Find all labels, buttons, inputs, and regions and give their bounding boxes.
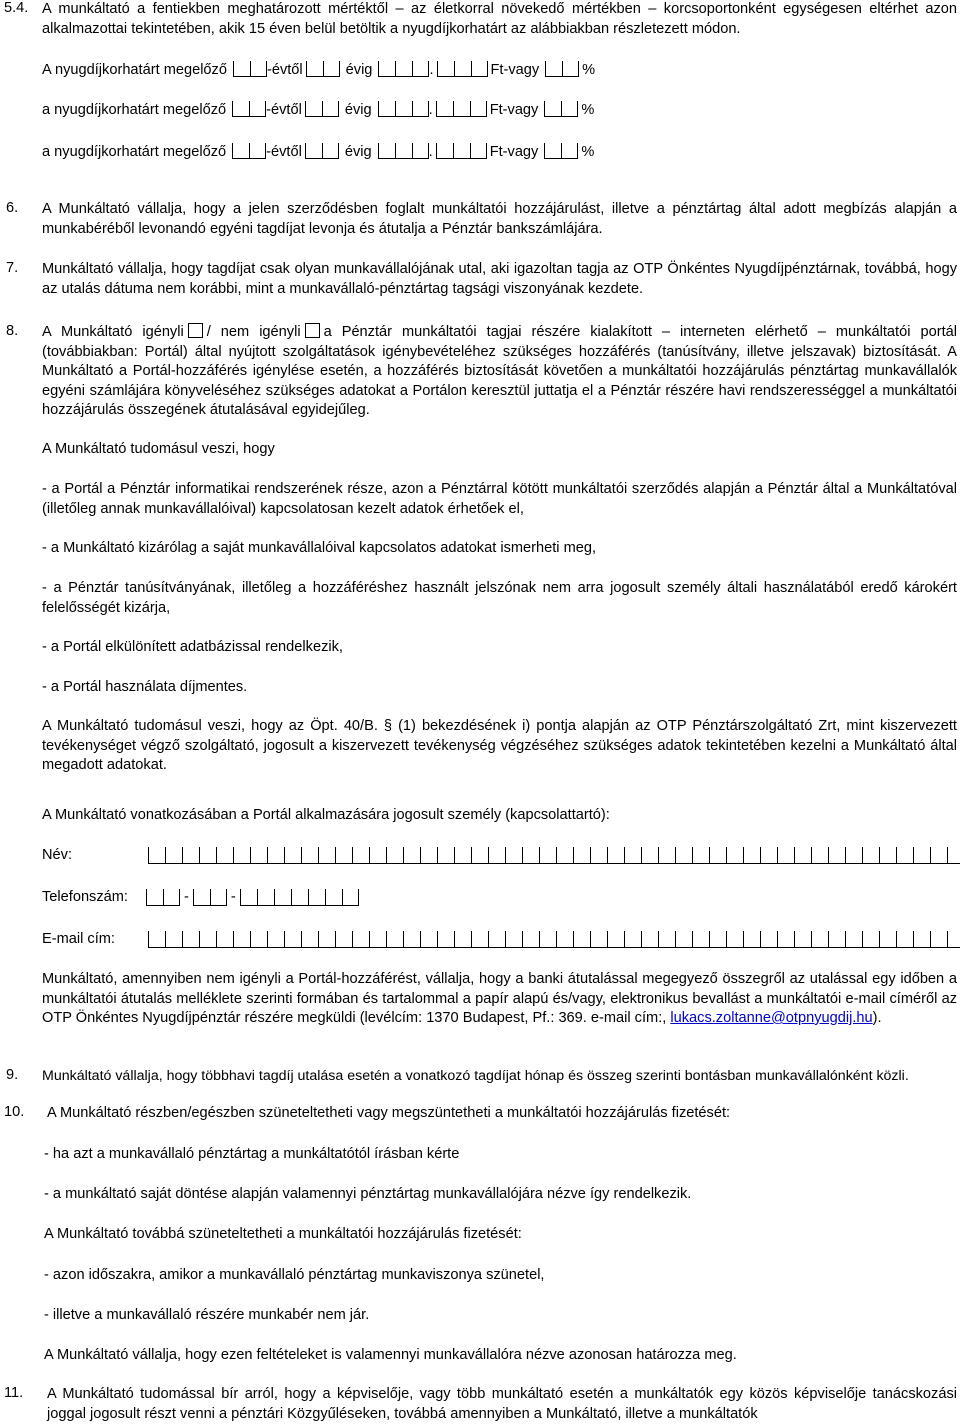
phone-digit[interactable] (342, 889, 359, 906)
amount-digit[interactable] (395, 61, 412, 77)
phone-dash: - (230, 889, 236, 905)
email-char-box[interactable] (403, 931, 420, 948)
email-char-box[interactable] (539, 931, 556, 948)
thousands-sep: . (428, 144, 433, 160)
name-char-box[interactable] (692, 847, 709, 864)
name-char-box[interactable] (369, 847, 386, 864)
name-char-box[interactable] (947, 847, 960, 864)
email-char-box[interactable] (267, 931, 284, 948)
age-bracket-row (42, 142, 594, 162)
name-char-box[interactable] (386, 847, 403, 864)
name-char-box[interactable] (267, 847, 284, 864)
name-char-box[interactable] (488, 847, 505, 864)
suspension-item: - ha azt a munkavállaló pénztártag a munkáltatótól írásban kérte (44, 1146, 460, 1162)
email-char-box[interactable] (811, 931, 828, 948)
acknowledgement-intro: A Munkáltató tudomásul veszi, hogy (42, 441, 275, 457)
suspension-item: - illetve a munkavállaló részére munkabér nem jár. (44, 1307, 370, 1323)
email-char-box[interactable] (947, 931, 960, 948)
name-char-box[interactable] (828, 847, 845, 864)
percent-sign: % (581, 102, 595, 118)
name-char-box[interactable] (573, 847, 590, 864)
row-prefix: a nyugdíjkorhatárt megelőző (42, 102, 227, 118)
paragraph-text: Munkáltató vállalja, hogy többhavi tagdíj utalása esetén a vonatkozó tagdíjat hónap és összeg szerinti bontásban munkavállalónként közli. (42, 1068, 909, 1084)
name-char-box[interactable] (726, 847, 743, 864)
name-char-box[interactable] (709, 847, 726, 864)
email-char-box[interactable] (590, 931, 607, 948)
phone-digit[interactable] (193, 889, 210, 906)
email-char-box[interactable] (641, 931, 658, 948)
name-char-box[interactable] (352, 847, 369, 864)
age-from-digit[interactable] (249, 143, 266, 159)
name-char-box[interactable] (301, 847, 318, 864)
age-to-digit[interactable] (323, 61, 340, 77)
amount-digit[interactable] (412, 61, 429, 77)
row-prefix: a nyugdíjkorhatárt megelőző (42, 144, 227, 160)
paragraph-number: 6. (6, 200, 19, 216)
to-label: évig (345, 62, 373, 78)
name-char-box[interactable] (335, 847, 352, 864)
phone-digit[interactable] (240, 889, 257, 906)
email-char-box[interactable] (607, 931, 624, 948)
email-char-box[interactable] (896, 931, 913, 948)
name-char-box[interactable] (862, 847, 879, 864)
to-label: évig (344, 102, 372, 118)
age-to-digit[interactable] (305, 143, 322, 159)
amount-digit[interactable] (470, 101, 487, 117)
email-char-box[interactable] (709, 931, 726, 948)
from-label: -évtől (266, 144, 302, 160)
contact-name-row (42, 845, 960, 867)
name-char-box[interactable] (539, 847, 556, 864)
portal-description: a Pénztár munkáltatói tagjai részére kialakított – interneten elérhető – munkáltatói portál (továbbiakban: Portál) által nyújtott szolgáltatások igénybevételéhez szükséges hozzáférés (tanúsítvány, illetve jelszavak) biztosítását. A Munkáltató a Portál-hozzáférés igénylése esetén, a hozzáférés biztosítását követően a munkáltatói hozzájárulás pénztártag munkavállalók egyéni számlájára könyveléséhez szükséges adatokat a Portálon keresztül juttatja el a Pénztár részére havi rendszerességgel a munkáltatói hozzájárulás összegének átutalásával egyidejűleg. (42, 324, 957, 418)
age-to-digit[interactable] (322, 143, 339, 159)
email-char-box[interactable] (148, 931, 165, 948)
percent-sign: % (581, 144, 595, 160)
unit-label: Ft-vagy (489, 144, 539, 160)
phone-digit[interactable] (325, 889, 342, 906)
amount-digit[interactable] (395, 101, 412, 117)
portal-request-label: A Munkáltató igényli (42, 324, 184, 340)
from-label: -évtől (266, 102, 302, 118)
declines-portal-checkbox[interactable] (305, 323, 320, 338)
suspension-item: - a munkáltató saját döntése alapján valamennyi pénztártag munkavállalójára nézve így rendelkezik. (44, 1186, 692, 1202)
email-label: E-mail cím: (42, 931, 115, 947)
portal-bullet: - a Portál a Pénztár informatikai rendszerének része, azon a Pénztárral kötött munkáltatói szerződés alapján a Pénztár által a Munkáltatóval (illetőleg annak munkavállalóival) kapcsolatosan kezelt adatok érhetőek el, (42, 481, 957, 517)
name-char-box[interactable] (403, 847, 420, 864)
row-prefix: A nyugdíjkorhatárt megelőző (42, 62, 227, 78)
section-5-4 (0, 0, 957, 39)
email-char-box[interactable] (216, 931, 233, 948)
email-char-box[interactable] (760, 931, 777, 948)
phone-digit[interactable] (146, 889, 163, 906)
age-to-digit[interactable] (322, 101, 339, 117)
paragraph-number: 11. (4, 1385, 24, 1401)
amount-digit[interactable] (453, 143, 470, 159)
email-char-box[interactable] (369, 931, 386, 948)
name-char-box[interactable] (896, 847, 913, 864)
email-char-box[interactable] (556, 931, 573, 948)
name-char-box[interactable] (794, 847, 811, 864)
percent-digit[interactable] (544, 101, 561, 117)
email-link[interactable]: lukacs.zoltanne@otpnyugdij.hu (670, 1010, 873, 1026)
email-char-box[interactable] (743, 931, 760, 948)
name-char-box[interactable] (148, 847, 165, 864)
paragraph-6 (0, 200, 957, 239)
name-char-box[interactable] (760, 847, 777, 864)
percent-sign: % (582, 62, 596, 78)
name-char-box[interactable] (658, 847, 675, 864)
phone-digit[interactable] (308, 889, 325, 906)
phone-digit[interactable] (257, 889, 274, 906)
name-char-box[interactable] (250, 847, 267, 864)
email-char-box[interactable] (437, 931, 454, 948)
suspension-item: - azon időszakra, amikor a munkavállaló pénztártag munkaviszonya szünetel, (44, 1267, 545, 1283)
phone-label: Telefonszám: (42, 889, 128, 905)
percent-digit[interactable] (544, 143, 561, 159)
age-from-digit[interactable] (232, 143, 249, 159)
contact-phone-row (42, 887, 359, 909)
email-char-box[interactable] (828, 931, 845, 948)
email-char-box[interactable] (471, 931, 488, 948)
percent-digit[interactable] (561, 101, 578, 117)
email-char-box[interactable] (301, 931, 318, 948)
no-portal-paragraph (42, 970, 957, 1029)
amount-digit[interactable] (412, 143, 429, 159)
no-portal-end: ). (872, 1010, 882, 1026)
name-char-box[interactable] (777, 847, 794, 864)
amount-digit[interactable] (471, 61, 488, 77)
phone-digit[interactable] (163, 889, 180, 906)
email-char-box[interactable] (386, 931, 403, 948)
name-char-box[interactable] (556, 847, 573, 864)
email-char-box[interactable] (284, 931, 301, 948)
name-char-box[interactable] (505, 847, 522, 864)
paragraph-text (42, 323, 957, 421)
email-char-box[interactable] (726, 931, 743, 948)
email-char-box[interactable] (233, 931, 250, 948)
name-char-box[interactable] (420, 847, 437, 864)
name-char-box[interactable] (930, 847, 947, 864)
age-bracket-row (42, 100, 594, 120)
name-char-box[interactable] (743, 847, 760, 864)
no-portal-text: Munkáltató, amennyiben nem igényli a Portál-hozzáférést, vállalja, hogy a banki átutalással megegyező összegről az utalással egy időben a munkáltatói átutalás melléklete szerinti formában és tartalommal a papír alapú és/vagy, elektronikus bevallást a munkáltatói e-mail címéről az OTP Önkéntes Nyugdíjpénztár részére megküldi (levélcím: 1370 Budapest, Pf.: 369. e-mail cím:, (42, 971, 957, 1026)
amount-digit[interactable] (454, 61, 471, 77)
age-bracket-row (42, 60, 595, 80)
name-char-box[interactable] (199, 847, 216, 864)
portal-bullet: - a Portál használata díjmentes. (42, 679, 248, 695)
portal-bullet: - a Pénztár tanúsítványának, illetőleg a hozzáféréshez használt jelszónak nem arra jogosult személy általi használatából eredő károkért felelősségét kizárja, (42, 580, 957, 616)
percent-digit[interactable] (562, 61, 579, 77)
unit-label: Ft-vagy (489, 102, 539, 118)
email-char-box[interactable] (675, 931, 692, 948)
amount-digit[interactable] (412, 101, 429, 117)
email-char-box[interactable] (692, 931, 709, 948)
email-char-box[interactable] (182, 931, 199, 948)
name-char-box[interactable] (913, 847, 930, 864)
paragraph-number: 8. (6, 323, 19, 339)
email-char-box[interactable] (335, 931, 352, 948)
age-to-digit[interactable] (306, 61, 323, 77)
amount-digit[interactable] (436, 101, 453, 117)
amount-digit[interactable] (437, 61, 454, 77)
name-char-box[interactable] (165, 847, 182, 864)
age-from-digit[interactable] (233, 61, 250, 77)
email-char-box[interactable] (454, 931, 471, 948)
age-from-digit[interactable] (232, 101, 249, 117)
email-char-box[interactable] (862, 931, 879, 948)
name-char-box[interactable] (624, 847, 641, 864)
amount-digit[interactable] (378, 101, 395, 117)
name-char-box[interactable] (318, 847, 335, 864)
name-char-box[interactable] (845, 847, 862, 864)
email-char-box[interactable] (930, 931, 947, 948)
email-char-box[interactable] (505, 931, 522, 948)
name-char-box[interactable] (284, 847, 301, 864)
email-char-box[interactable] (199, 931, 216, 948)
thousands-sep: . (429, 62, 434, 78)
name-char-box[interactable] (811, 847, 828, 864)
paragraph-text: A Munkáltató tudomással bír arról, hogy a képviselője, vagy több munkáltató esetén a munkáltatók egy közös képviselője tanácskozási joggal jogosult részt venni a pénztári Közgyűléseken, továbbá amennyiben a Munkáltató, illetve a munkáltatók (47, 1386, 957, 1422)
paragraph-number: 7. (6, 260, 19, 276)
name-char-box[interactable] (675, 847, 692, 864)
phone-dash: - (184, 889, 189, 905)
email-char-box[interactable] (658, 931, 675, 948)
paragraph-number: 10. (4, 1104, 25, 1120)
paragraph-text: Munkáltató vállalja, hogy tagdíjat csak olyan munkavállalójának utal, aki igazoltan tagja az OTP Önkéntes Nyugdíjpénztárnak, továbbá, hogy az utalás dátuma nem korábbi, mint a munkavállaló-pénztártag tagsági viszonyának kezdete. (42, 261, 957, 297)
phone-digit[interactable] (291, 889, 308, 906)
further-suspension-intro: A Munkáltató továbbá szüneteltetheti a munkáltatói hozzájárulás fizetését: (44, 1226, 522, 1242)
name-char-box[interactable] (590, 847, 607, 864)
email-char-box[interactable] (522, 931, 539, 948)
percent-digit[interactable] (545, 61, 562, 77)
phone-digit[interactable] (210, 889, 227, 906)
age-from-digit[interactable] (250, 61, 267, 77)
name-char-box[interactable] (641, 847, 658, 864)
paragraph-8 (0, 323, 957, 421)
email-char-box[interactable] (318, 931, 335, 948)
name-char-box[interactable] (471, 847, 488, 864)
name-char-box[interactable] (233, 847, 250, 864)
email-char-box[interactable] (913, 931, 930, 948)
paragraph-10 (0, 1104, 957, 1124)
email-char-box[interactable] (250, 931, 267, 948)
paragraph-number: 9. (6, 1067, 19, 1083)
email-char-box[interactable] (624, 931, 641, 948)
age-from-digit[interactable] (249, 101, 266, 117)
email-char-box[interactable] (573, 931, 590, 948)
name-char-box[interactable] (437, 847, 454, 864)
age-to-digit[interactable] (305, 101, 322, 117)
name-char-box[interactable] (216, 847, 233, 864)
amount-digit[interactable] (395, 143, 412, 159)
portal-bullet: - a Portál elkülönített adatbázissal rendelkezik, (42, 639, 343, 655)
closing-statement: A Munkáltató vállalja, hogy ezen feltételeket is valamennyi munkavállalóra nézve azonosan határozza meg. (44, 1347, 737, 1363)
from-label: -évtől (266, 62, 303, 78)
phone-digit[interactable] (274, 889, 291, 906)
amount-digit[interactable] (436, 143, 453, 159)
paragraph-9 (0, 1067, 957, 1087)
contact-intro: A Munkáltató vonatkozásában a Portál alkalmazására jogosult személy (kapcsolattartó): (42, 807, 610, 823)
percent-digit[interactable] (561, 143, 578, 159)
to-label: évig (344, 144, 372, 160)
email-char-box[interactable] (352, 931, 369, 948)
name-char-box[interactable] (607, 847, 624, 864)
email-char-box[interactable] (845, 931, 862, 948)
amount-digit[interactable] (378, 61, 395, 77)
paragraph-11 (0, 1385, 957, 1424)
name-char-box[interactable] (879, 847, 896, 864)
email-char-box[interactable] (420, 931, 437, 948)
name-char-box[interactable] (454, 847, 471, 864)
section-text: A munkáltató a fentiekben meghatározott mértéktől – az életkorral növekedő mértékben – korcsoportonként egységesen eltérhet azon alkalmazottai tekintetében, akik 15 éven belül betöltik a nyugdíjkorhatárt az alábbiakban részletezett módon. (42, 1, 957, 37)
email-char-box[interactable] (879, 931, 896, 948)
section-number: 5.4. (4, 0, 29, 16)
email-char-box[interactable] (794, 931, 811, 948)
unit-label: Ft-vagy (490, 62, 540, 78)
email-char-box[interactable] (488, 931, 505, 948)
amount-digit[interactable] (453, 101, 470, 117)
email-char-box[interactable] (165, 931, 182, 948)
name-label: Név: (42, 847, 73, 863)
paragraph-text: A Munkáltató részben/egészben szüneteltetheti vagy megszüntetheti a munkáltatói hozzájárulás fizetését: (47, 1105, 731, 1121)
amount-digit[interactable] (378, 143, 395, 159)
thousands-sep: . (428, 102, 433, 118)
paragraph-7 (0, 260, 957, 299)
email-char-box[interactable] (777, 931, 794, 948)
paragraph-text: A Munkáltató vállalja, hogy a jelen szerződésben foglalt munkáltatói hozzájárulást, illetve a pénztártag által adott megbízás alapján a munkabéréből levonandó egyéni tagdíjat levonja és átutalja a Pénztár bankszámlájára. (42, 201, 957, 237)
portal-bullet: - a Munkáltató kizárólag a saját munkavállalóival kapcsolatos adatokat ismerheti meg, (42, 540, 597, 556)
name-char-box[interactable] (182, 847, 199, 864)
portal-decline-label: / nem igényli (206, 324, 301, 340)
contact-email-row (42, 929, 960, 951)
data-processing-acknowledgement: A Munkáltató tudomásul veszi, hogy az Öpt. 40/B. § (1) bekezdésének i) pontja alapján az OTP Pénztárszolgáltató Zrt, mint kiszervezett tevékenységet végző szolgáltató, jogosult a kiszervezett tevékenység végzéséhez szükséges adatok tekintetében kezelni a Munkáltató által megadott adatokat. (42, 718, 957, 773)
name-char-box[interactable] (522, 847, 539, 864)
amount-digit[interactable] (470, 143, 487, 159)
requests-portal-checkbox[interactable] (188, 323, 203, 338)
